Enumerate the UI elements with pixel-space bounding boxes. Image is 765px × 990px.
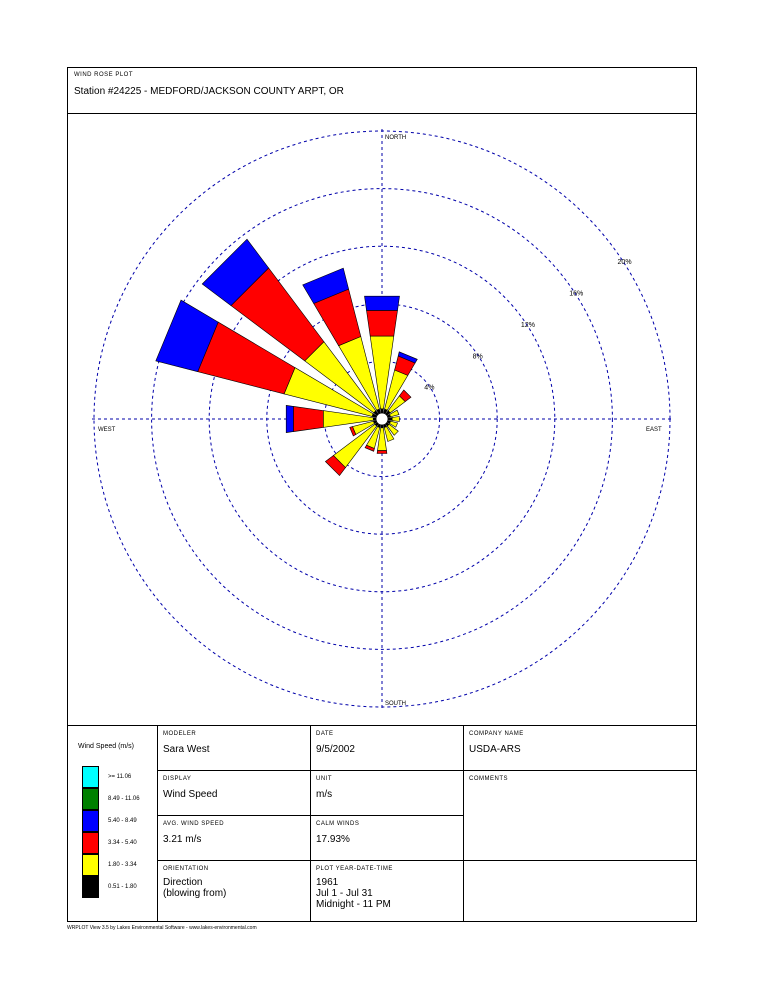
report-frame — [67, 67, 697, 922]
petal-w-bin-3 — [286, 405, 293, 432]
calm-winds-value: 17.93% — [316, 834, 350, 845]
modeler-label: MODELER — [163, 731, 197, 737]
unit-value: m/s — [316, 789, 333, 800]
legend-title: Wind Speed (m/s) — [78, 743, 135, 750]
orientation-label: ORIENTATION — [163, 866, 209, 872]
legend-swatch — [82, 854, 99, 876]
ring-label: 16% — [569, 290, 584, 298]
plot-hours: Midnight - 11 PM — [316, 899, 391, 910]
plot-dates: Jul 1 - Jul 31 — [316, 888, 373, 899]
legend-label: >= 11.06 — [108, 774, 132, 780]
ring-label: 8% — [472, 353, 483, 361]
plot-type-label: WIND ROSE PLOT — [74, 72, 134, 78]
petal-n-bin-0 — [381, 409, 384, 413]
company-value: USDA-ARS — [469, 744, 521, 755]
wind-rose-area — [68, 113, 696, 725]
compass-label-north: NORTH — [385, 135, 407, 141]
display-value: Wind Speed — [163, 789, 218, 800]
legend-label: 8.49 - 11.06 — [108, 796, 140, 802]
orientation-value: Direction — [163, 877, 203, 888]
divider — [157, 815, 463, 816]
orientation-value: (blowing from) — [163, 888, 227, 899]
date-label: DATE — [316, 731, 334, 737]
legend-label: 1.80 - 3.34 — [108, 862, 137, 868]
plot-header — [68, 68, 696, 114]
legend-label: 3.34 - 5.40 — [108, 840, 137, 846]
software-footer: WRPLOT View 3.5 by Lakes Environmental Software - www.lakes-environmental.com — [67, 925, 257, 931]
ring-label: 12% — [520, 321, 535, 329]
info-panel — [68, 725, 696, 922]
display-label: DISPLAY — [163, 776, 192, 782]
legend-swatch — [82, 810, 99, 832]
divider — [157, 726, 158, 922]
calm-winds-label: CALM WINDS — [316, 821, 360, 827]
petal-e-bin-1 — [392, 417, 399, 422]
legend-swatch — [82, 766, 99, 788]
modeler-value: Sara West — [163, 744, 210, 755]
comments-label: COMMENTS — [469, 776, 508, 782]
divider — [157, 860, 696, 861]
divider — [157, 770, 696, 771]
petal-w-bin-2 — [293, 406, 323, 431]
legend-label: 5.40 - 8.49 — [108, 818, 137, 824]
petal-n-bin-3 — [365, 296, 400, 310]
avg-wind-label: AVG. WIND SPEED — [163, 821, 225, 827]
divider — [463, 726, 464, 922]
compass-label-west: WEST — [98, 427, 116, 433]
petal-e-bin-0 — [388, 418, 392, 421]
compass-label-east: EAST — [646, 427, 662, 433]
station-title: Station #24225 - MEDFORD/JACKSON COUNTY ARPT, OR — [74, 86, 344, 97]
legend-swatch — [82, 876, 99, 898]
petal-s-bin-2 — [377, 451, 387, 454]
divider — [310, 726, 311, 922]
legend-label: 0.51 - 1.80 — [108, 884, 137, 890]
ring-label: 20% — [617, 259, 632, 267]
legend-swatch — [82, 832, 99, 854]
petal-n-bin-2 — [367, 310, 398, 336]
wind-rose-chart — [68, 113, 696, 725]
calm-circle — [376, 413, 388, 425]
ring-label: 4% — [424, 384, 435, 392]
legend-swatch — [82, 788, 99, 810]
plot-year: 1961 — [316, 877, 339, 888]
avg-wind-value: 3.21 m/s — [163, 834, 202, 845]
date-value: 9/5/2002 — [316, 744, 355, 755]
compass-label-south: SOUTH — [385, 701, 406, 707]
plot-time-label: PLOT YEAR-DATE-TIME — [316, 866, 393, 872]
unit-label: UNIT — [316, 776, 332, 782]
company-label: COMPANY NAME — [469, 731, 524, 737]
